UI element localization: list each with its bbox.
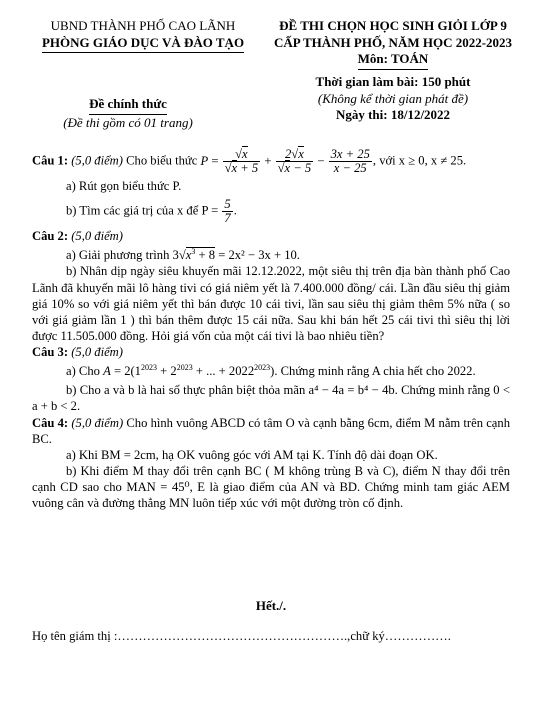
question-3b: b) Cho a và b là hai số thực phân biệt thỏa mãn a⁴ − 4a = b⁴ − 4b. Chứng minh rằng 0 < a + b < 2. <box>32 383 510 414</box>
question-4b: b) Khi điểm M thay đổi trên cạnh BC ( M không trùng B và C), điểm N thay đổi trên cạnh CD sao cho MAN = 45⁰, E là giao điểm của AN và BD. Chứng minh tam giác AEM vuông cân và đường thẳng MN luôn tiếp xúc với một đường tròn cố định. <box>32 463 510 511</box>
page-count: (Đề thi gồm có 01 trang) <box>63 114 193 130</box>
question-4-intro: Cho hình vuông ABCD có tâm O và cạnh bằng 6cm, điểm M nằm trên cạnh BC. <box>32 415 510 446</box>
duration: Thời gian làm bài: 150 phút <box>315 73 471 89</box>
end-marker: Hết./. <box>255 598 287 613</box>
question-3a <box>32 363 510 379</box>
question-1b <box>32 198 510 225</box>
question-2-points: (5,0 điểm) <box>71 228 123 243</box>
header-left <box>28 18 258 53</box>
question-1b-prefix: b) Tìm các giá trị của x để P = <box>66 203 219 218</box>
question-2-label: Câu 2: <box>32 228 69 243</box>
question-4a: a) Khi BM = 2cm, hạ OK vuông góc với AM tại K. Tính độ dài đoạn OK. <box>66 447 438 462</box>
question-4 <box>32 415 510 447</box>
question-1 <box>32 148 510 175</box>
question-3-label: Câu 3: <box>32 344 69 359</box>
question-2a-prefix: a) Giải phương trình <box>66 248 170 263</box>
question-1-intro: Cho biểu thức <box>126 153 198 168</box>
exam-content <box>32 148 510 511</box>
fraction-numerator: 5 <box>224 196 231 211</box>
signature-line: Họ tên giám thị :……………………………………………….,chữ ký……………. <box>32 629 451 643</box>
question-1a: a) Rút gọn biểu thức P. <box>66 179 182 194</box>
question-3-points: (5,0 điểm) <box>71 344 123 359</box>
question-2 <box>32 228 510 244</box>
question-3a-suffix: . Chứng minh rằng A chia hết cho 2022. <box>274 364 476 379</box>
exam-level: CẤP THÀNH PHỐ, NĂM HỌC 2022-2023 <box>273 34 513 50</box>
question-3 <box>32 344 510 360</box>
question-2b: b) Nhân dịp ngày siêu khuyến mãi 12.12.2022, một siêu thị trên địa bàn thành phố Cao Lãnh đã khuyến mãi lô hàng tivi có giá niêm yết là 7.400.000 đồng/ cái. Lần đầu siêu thị giảm giá 10% so với giá niêm yết thì bán được 10 cái tivi, lần sau siêu thị giảm thêm 5% nữa ( so với giá giảm lần 1 ) thì bán thêm được 15 cái nữa. Sau khi bán hết 25 cái tivi thì siêu thị lời được 11.505.000 đồng. Hỏi giá vốn của một cái tivi là bao nhiêu tiền? <box>32 264 510 343</box>
question-1b-suffix: . <box>233 203 237 218</box>
exam-title: ĐỀ THI CHỌN HỌC SINH GIỎI LỚP 9 <box>279 18 507 33</box>
expression-a: $A = 2(1^{2023} + 2^{2023}$ + ... + $2022^{2023}$) <box>103 363 275 379</box>
question-4-label: Câu 4: <box>32 415 69 430</box>
authority-name: UBND THÀNH PHỐ CAO LÃNH <box>50 18 236 33</box>
official-block <box>28 96 228 131</box>
question-1-label: Câu 1: <box>32 153 69 168</box>
official-title: Đề chính thức <box>89 96 167 115</box>
question-1-condition: , với x ≥ 0, x ≠ 25. <box>372 153 467 168</box>
subject: Môn: TOÁN <box>358 51 429 70</box>
question-2a: a) Giải phương trình $3√x^3 + 8 = 2x^2 - 3x + 10$. <box>66 247 300 263</box>
exam-date: Ngày thi: 18/12/2022 <box>335 107 451 123</box>
question-2a-equation: = 2x² − 3x + 10. <box>218 248 300 263</box>
question-4-points: (5,0 điểm) <box>71 415 124 430</box>
department-name: PHÒNG GIÁO DỤC VÀ ĐÀO TẠO <box>42 35 244 54</box>
question-3a-prefix: a) Cho <box>66 364 100 379</box>
expression-p: P = $\frac{√x}{√x + 5}$ + $\frac{2√x}{√x - 5}$ − $\frac{3x + 25}{x - 25}$ <box>200 147 370 176</box>
question-1-points: (5,0 điểm) <box>71 153 123 168</box>
fraction-denominator: 7 <box>224 210 231 225</box>
duration-note: (Không kể thời gian phát đề) <box>317 90 469 106</box>
header-right <box>258 18 528 124</box>
